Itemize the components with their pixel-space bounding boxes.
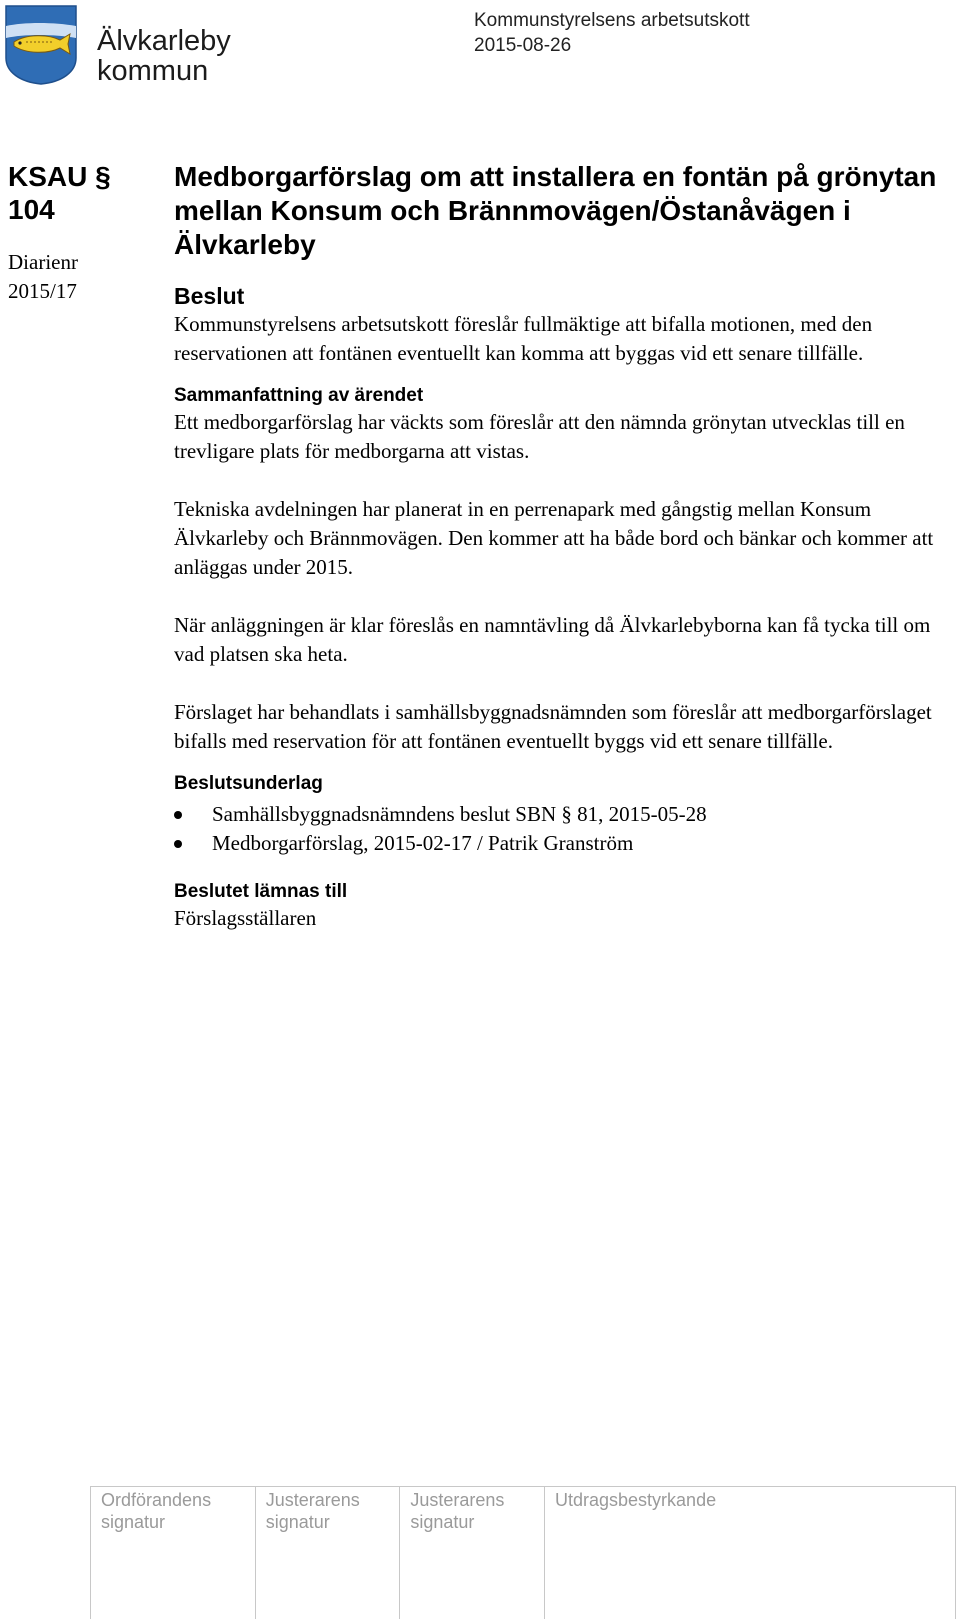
ksau-number: 104 (8, 194, 55, 225)
meeting-info (474, 8, 750, 58)
signature-chair-line1: Ordförandens (101, 1490, 212, 1510)
basis-list (174, 800, 944, 858)
recipient-heading: Beslutet lämnas till (174, 881, 348, 902)
summary-paragraph-1: Ett medborgarförslag har väckts som föreslår att den nämnda grönytan utvecklas till en trevligare plats för medborgarna att vistas. (174, 410, 905, 463)
logo-line-2: kommun (97, 55, 209, 87)
signature-adjuster-1-line2: signatur (265, 1512, 330, 1532)
list-item (174, 800, 944, 829)
meeting-date: 2015-08-26 (474, 35, 572, 56)
bullet-icon (174, 840, 182, 848)
list-item (174, 829, 944, 858)
signature-adjuster-2 (400, 1487, 545, 1620)
diarie-value: 2015/17 (8, 279, 77, 303)
signature-adjuster-1-line1: Justerarens (265, 1490, 360, 1510)
logo-line-1: Älvkarleby (97, 25, 231, 57)
page-title: Medborgarförslag om att installera en fontän på grönytan mellan Konsum och Brännmovägen/Östanåvägen i Älvkarleby (174, 161, 937, 260)
ksau-label: KSAU § (8, 161, 111, 192)
signature-adjuster-1 (255, 1487, 400, 1620)
recipient-text: Förslagsställaren (174, 906, 317, 930)
diarie-block (8, 248, 158, 306)
beslut-text: Kommunstyrelsens arbetsutskott föreslår fullmäktige att bifalla motionen, med den reservationen att fontänen eventuellt kan komma att byggas vid ett senare tillfälle. (174, 312, 873, 365)
paragraph-number (8, 160, 158, 226)
main-content (174, 160, 944, 933)
beslut-heading: Beslut (174, 283, 245, 309)
summary-paragraph-3: När anläggningen är klar föreslås en namntävling då Älvkarlebyborna kan få tycka till om vad platsen ska heta. (174, 613, 931, 666)
basis-item-1: Samhällsbyggnadsnämndens beslut SBN § 81, 2015-05-28 (212, 802, 707, 826)
signature-chair (91, 1487, 256, 1620)
signature-certification (545, 1487, 956, 1620)
signature-adjuster-2-line1: Justerarens (410, 1490, 505, 1510)
signature-chair-line2: signatur (101, 1512, 166, 1532)
basis-item-2: Medborgarförslag, 2015-02-17 / Patrik Granström (212, 831, 634, 855)
summary-heading: Sammanfattning av ärendet (174, 385, 424, 406)
signature-table (90, 1486, 956, 1619)
signature-adjuster-2-line2: signatur (410, 1512, 475, 1532)
logo-wordmark (97, 26, 231, 86)
basis-heading: Beslutsunderlag (174, 773, 323, 794)
committee-name: Kommunstyrelsens arbetsutskott (474, 10, 750, 31)
bullet-icon (174, 811, 182, 819)
paragraph-meta (8, 160, 158, 306)
municipality-logo (4, 4, 78, 86)
summary-paragraph-2: Tekniska avdelningen har planerat in en perrenapark med gångstig mellan Konsum Älvkarleby och Brännmovägen. Den kommer att ha både bord och bänkar och kommer att anläggas under 2015. (174, 497, 934, 579)
diarie-label: Diarienr (8, 250, 78, 274)
summary-paragraph-4: Förslaget har behandlats i samhällsbyggnadsnämnden som föreslår att medborgarförslaget bifalls med reservation för att fontänen eventuellt byggs vid ett senare tillfälle. (174, 700, 932, 753)
signature-certification-line1: Utdragsbestyrkande (555, 1490, 717, 1510)
